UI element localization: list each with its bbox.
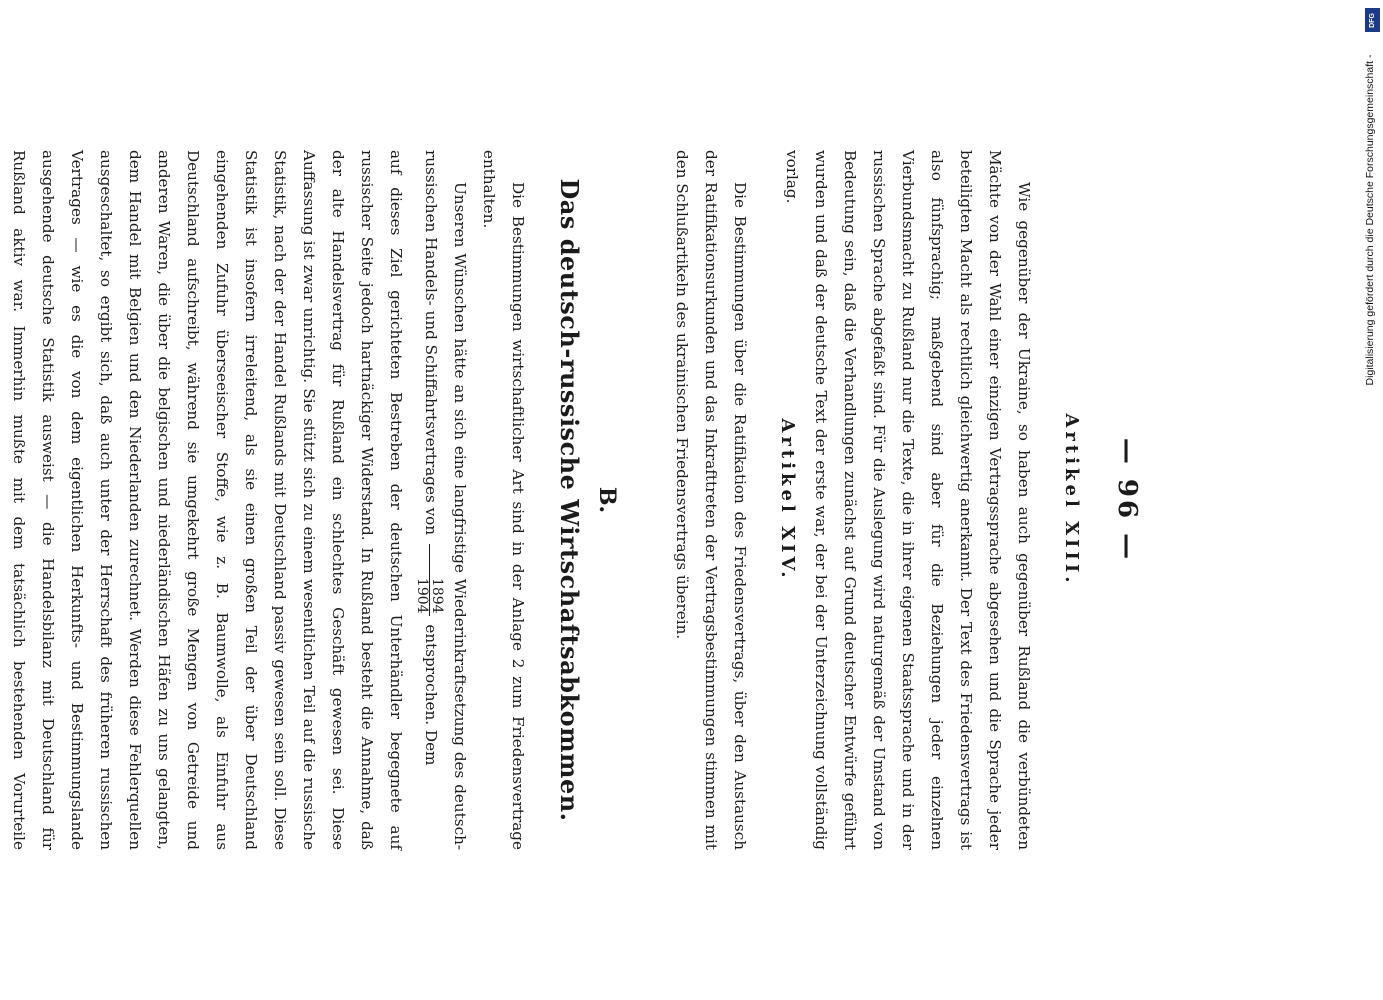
section-b-paragraph-2 — [416, 150, 475, 850]
section-heading: Das deutsch-russische Wirtschaftsabkommen. — [555, 178, 584, 822]
page-number: — 96 — — [1112, 437, 1142, 563]
paragraph-2-text-after: entsprochen. Dem — [422, 624, 440, 766]
paragraph-2-text-before: Unseren Wünschen hätte an sich eine langfristige Wiederinkraftsetzung des deutsch-russischen Handels- und Schiffahrtsvertrages von — [422, 150, 469, 850]
article-13-heading: Artikel XIII. — [1061, 413, 1082, 587]
dfg-credit-strip — [1357, 0, 1383, 1000]
year-fraction — [416, 544, 445, 616]
fraction-denominator: 1904 — [414, 577, 431, 614]
fraction-numerator: 1894 — [430, 544, 445, 616]
dfg-logo: DFG — [1365, 8, 1380, 32]
article-13-paragraph: Wie gegenüber der Ukraine, so haben auch gegenüber Rußland die verbündeten Mächte von der Wahl einer einzigen Vertragssprache abgesehen und die Sprache jeder beteiligten Macht als rechtlich gleichwertig anerkannt. Der Text des Friedensvertrags ist also fünfsprachig; maßgebend sind aber für die Beziehungen jeder einzelnen Vierbundsmacht zu Rußland nur die Texte, die in ihrer eigenen Staatssprache und in der russischen Sprache abgefaßt sind. Für die Auslegung wird naturgemäß der Umstand von Bedeutung sein, daß die Verhandlungen zunächst auf Grund deutscher Entwürfe geführt wurden und daß der deutsche Text der erste war, der bei der Unterzeichnung vollständig vorlag. — [783, 150, 1033, 850]
article-14-paragraph: Die Bestimmungen über die Ratifikation des Friedensvertrags, über den Austausch der Ratifikationsurkunden und das Inkrafttreten der Vertragsbestimmungen stimmen mit den Schlußartikeln des ukrainischen Friedensvertrags überein. — [673, 150, 749, 850]
article-14-heading: Artikel XIV. — [777, 418, 798, 582]
section-b-paragraph-3: auf dieses Ziel gerichteten Bestreben der deutschen Unterhändler begegnete auf russischer Seite jedoch hartnäckiger Widerstand. In Rußland besteht die Annahme, daß der alte Handelsvertrag für Rußland ein schlechtes Geschäft gewesen sei. Diese Auffassung ist zwar unrichtig. Sie stützt sich zu einem wesentlichen Teil auf die russische Statistik, nach der der Handel Rußlands mit Deutschland passiv gewesen sein soll. Diese Statistik ist insofern irreleitend, als sie einen großen Teil der über Deutschland eingehenden Zufuhr überseeischer Stoffe, wie z. B. Baumwolle, als Einfuhr aus Deutschland aufschreibt, während sie umgekehrt große Mengen von Getreide und anderen Waren, die über die belgischen und niederländischen Häfen zu uns gelangten, dem Handel mit Belgien und den Niederlanden zurechnet. Werden diese Fehlerquellen ausgeschaltet, so ergibt sich, daß auch unter der Herrschaft des früheren russischen Vertrages — wie es die von dem eigentlichen Herkunfts- und Bestimmungslande ausgehende deutsche Statistik ausweist — die Handelsbilanz mit Deutschland für Rußland aktiv war. Immerhin mußte mit dem tatsächlich bestehenden Vorurteile — [10, 150, 405, 850]
section-b-paragraph-1: Die Bestimmungen wirtschaftlicher Art sind in der Anlage 2 zum Friedensvertrage enthalten. — [480, 150, 527, 850]
section-letter: B. — [594, 486, 620, 514]
dfg-credit-text: Digitalisierung gefördert durch die Deutsche Forschungsgemeinschaft - — [1364, 54, 1376, 386]
